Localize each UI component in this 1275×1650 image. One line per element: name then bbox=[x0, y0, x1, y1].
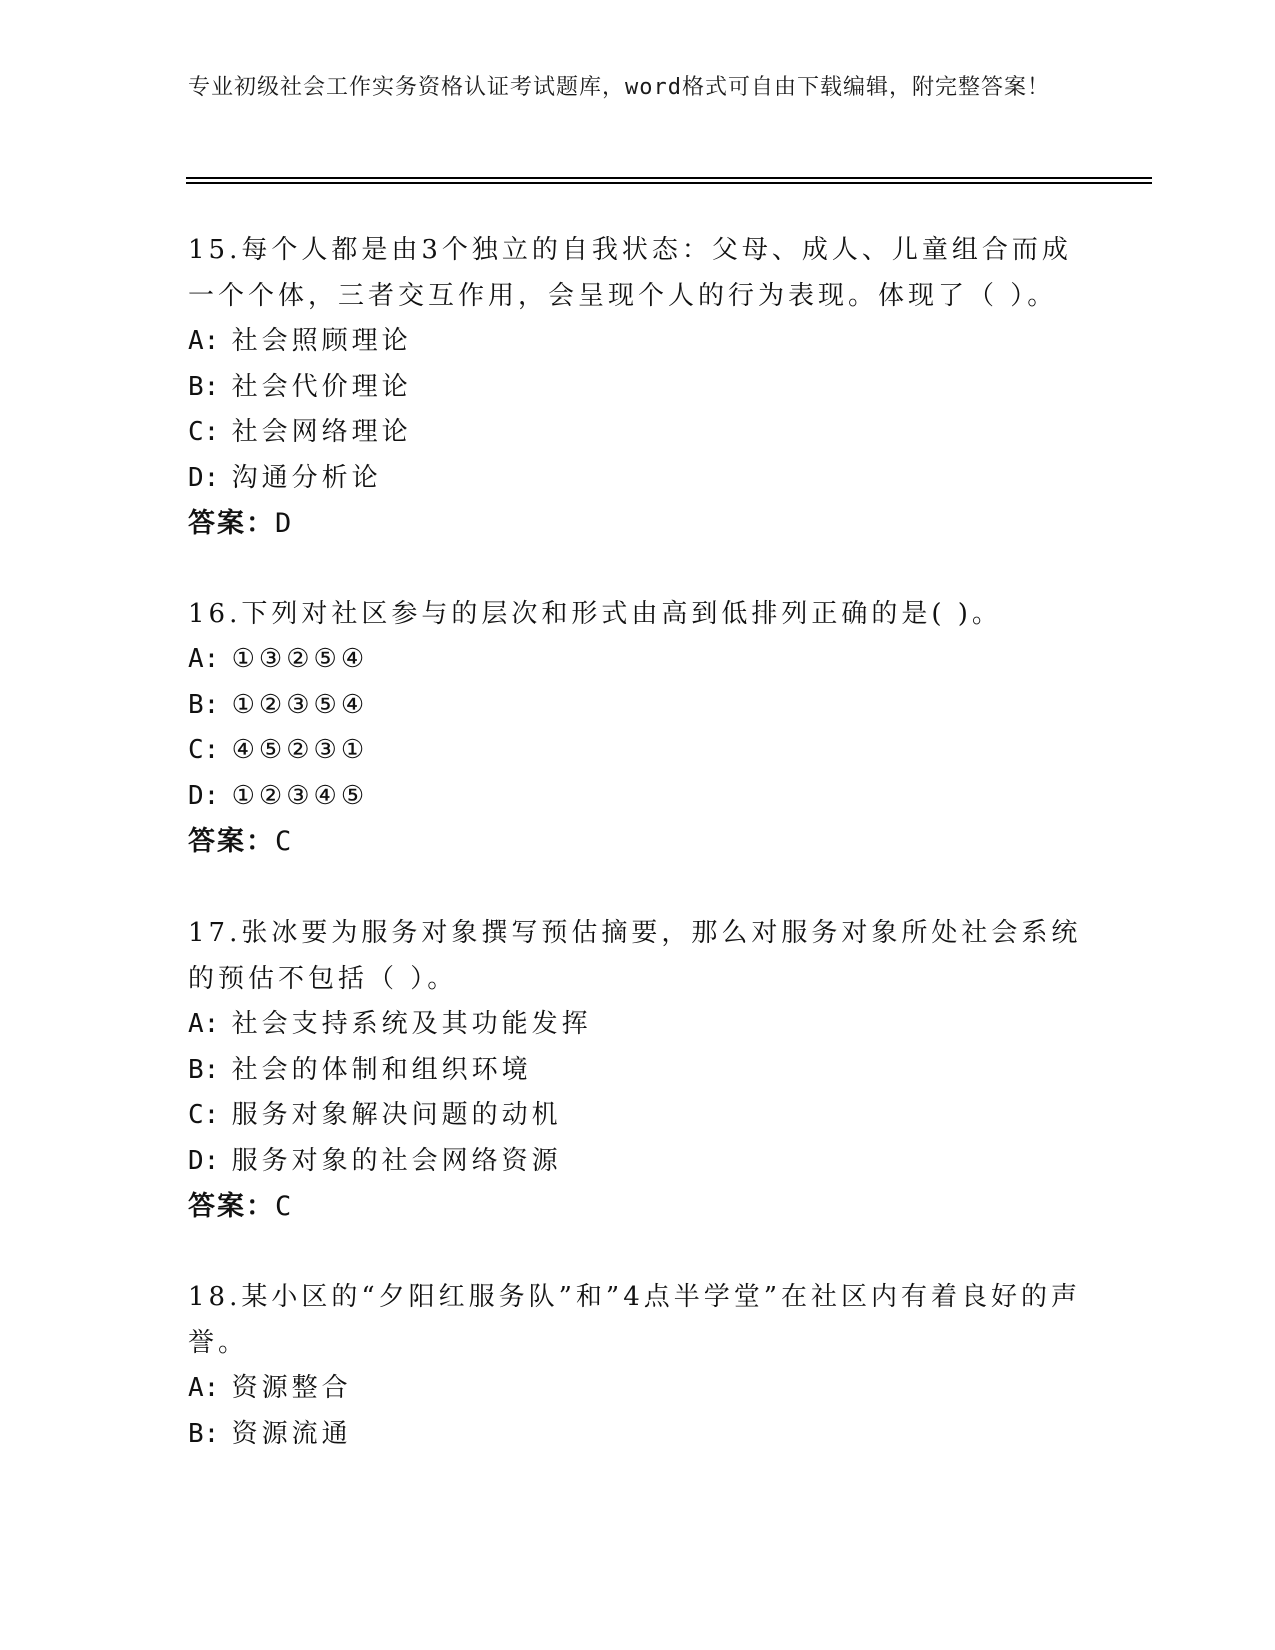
option-letter: A: bbox=[188, 644, 220, 674]
option-b bbox=[188, 365, 1088, 411]
option-text: 服务对象的社会网络资源 bbox=[231, 1145, 562, 1176]
option-b bbox=[188, 1048, 1088, 1094]
question-stem: 18.某小区的“夕阳红服务队”和”4点半学堂”在社区内有着良好的声誉。 bbox=[188, 1282, 1082, 1358]
question-16 bbox=[188, 591, 1088, 865]
question-17 bbox=[188, 910, 1088, 1230]
option-letter: C: bbox=[188, 735, 220, 765]
option-letter: A: bbox=[188, 326, 220, 356]
option-text: 社会网络理论 bbox=[231, 417, 412, 447]
option-letter: D: bbox=[188, 1145, 220, 1176]
option-text: 社会照顾理论 bbox=[231, 326, 412, 356]
option-d bbox=[188, 456, 1088, 502]
answer-label: 答案： bbox=[188, 1191, 275, 1222]
question-stem: 15.每个人都是由3个独立的自我状态：父母、成人、儿童组合而成一个个体，三者交互作用，会呈现个人的行为表现。体现了（ ）。 bbox=[188, 235, 1072, 311]
question-stem: 16.下列对社区参与的层次和形式由高到低排列正确的是( )。 bbox=[188, 599, 1002, 629]
option-b bbox=[188, 683, 1088, 729]
question-15 bbox=[188, 227, 1088, 547]
option-d bbox=[188, 774, 1088, 820]
option-letter: B: bbox=[188, 1418, 220, 1449]
option-letter: B: bbox=[188, 689, 220, 720]
option-text: ①②③⑤④ bbox=[231, 689, 369, 720]
option-c bbox=[188, 728, 1088, 774]
option-letter: A: bbox=[188, 1373, 220, 1403]
header-divider-bottom bbox=[186, 182, 1152, 184]
option-text: 服务对象解决问题的动机 bbox=[231, 1100, 562, 1130]
answer-line bbox=[188, 501, 1088, 547]
document-header: 专业初级社会工作实务资格认证考试题库，word格式可自由下载编辑，附完整答案！ bbox=[188, 75, 1050, 100]
answer-value: D bbox=[275, 508, 294, 539]
option-letter: A: bbox=[188, 1009, 220, 1039]
option-a bbox=[188, 1366, 1088, 1412]
question-stem: 17.张冰要为服务对象撰写预估摘要，那么对服务对象所处社会系统的预估不包括（ ）。 bbox=[188, 918, 1082, 994]
option-text: 资源整合 bbox=[231, 1373, 352, 1403]
option-a bbox=[188, 1002, 1088, 1048]
option-text: 社会的体制和组织环境 bbox=[231, 1054, 532, 1085]
answer-value: C bbox=[275, 1191, 294, 1222]
option-text: 资源流通 bbox=[231, 1418, 352, 1449]
option-letter: D: bbox=[188, 462, 220, 493]
answer-label: 答案： bbox=[188, 508, 275, 539]
option-letter: C: bbox=[188, 417, 220, 447]
option-text: ①③②⑤④ bbox=[231, 644, 369, 674]
answer-label: 答案： bbox=[188, 826, 275, 857]
option-b bbox=[188, 1412, 1088, 1458]
answer-line bbox=[188, 819, 1088, 865]
option-letter: D: bbox=[188, 780, 220, 811]
option-letter: B: bbox=[188, 1054, 220, 1085]
option-text: 社会代价理论 bbox=[231, 371, 412, 402]
option-text: 社会支持系统及其功能发挥 bbox=[231, 1009, 592, 1039]
option-letter: B: bbox=[188, 371, 220, 402]
option-c bbox=[188, 410, 1088, 456]
option-c bbox=[188, 1093, 1088, 1139]
header-divider-top bbox=[186, 177, 1152, 179]
answer-value: C bbox=[275, 826, 294, 857]
question-18 bbox=[188, 1274, 1088, 1457]
option-text: ④⑤②③① bbox=[231, 735, 369, 765]
option-letter: C: bbox=[188, 1100, 220, 1130]
option-d bbox=[188, 1139, 1088, 1185]
option-a bbox=[188, 319, 1088, 365]
option-text: ①②③④⑤ bbox=[231, 780, 369, 811]
answer-line bbox=[188, 1184, 1088, 1230]
option-text: 沟通分析论 bbox=[231, 462, 382, 493]
option-a bbox=[188, 637, 1088, 683]
